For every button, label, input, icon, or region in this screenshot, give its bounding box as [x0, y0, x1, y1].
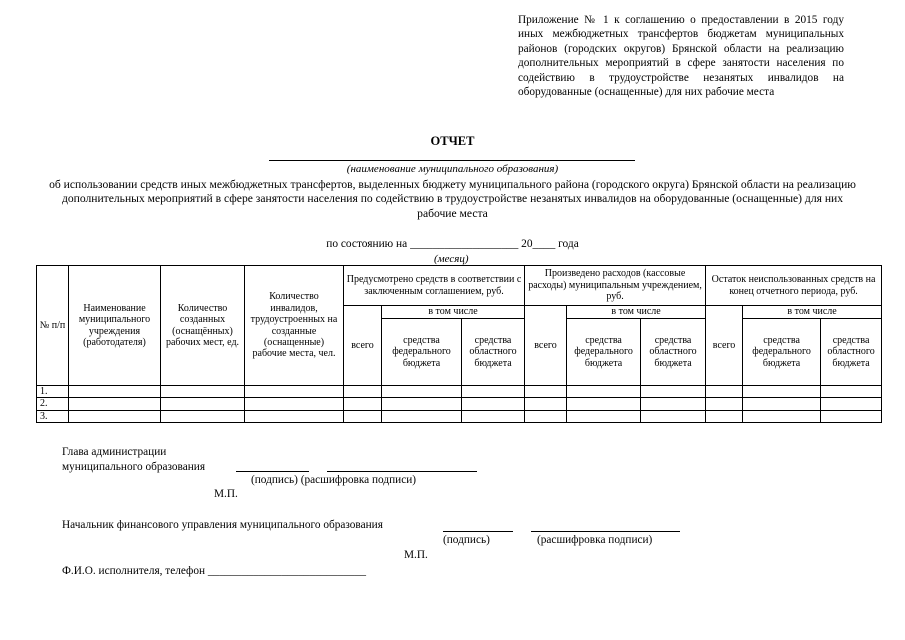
table-cell — [245, 398, 344, 410]
row-number: 3. — [37, 410, 69, 422]
report-table — [36, 265, 882, 423]
table-cell — [245, 386, 344, 398]
table-cell — [344, 386, 382, 398]
municipality-caption: (наименование муниципального образования) — [346, 163, 559, 175]
table-cell — [567, 386, 641, 398]
head-signature-captions: (подпись) (расшифровка подписи) — [251, 474, 417, 486]
table-cell — [525, 410, 567, 422]
table-cell — [161, 398, 245, 410]
remaining-including-header: в том числе — [743, 306, 882, 319]
table-cell — [706, 398, 743, 410]
table-cell — [641, 410, 706, 422]
table-cell — [641, 398, 706, 410]
finance-signature-line — [443, 531, 513, 532]
table-cell — [382, 410, 462, 422]
planned-including-header: в том числе — [382, 306, 525, 319]
table-cell — [743, 398, 821, 410]
table-row — [37, 398, 882, 410]
col-number-header: № п/п — [37, 266, 69, 386]
report-title: ОТЧЕТ — [430, 134, 475, 148]
head-decoding-line — [327, 471, 477, 472]
table-cell — [462, 410, 525, 422]
table-cell — [462, 398, 525, 410]
group-spent-header: Произведено расходов (кассовые расходы) муниципальным учреждением, руб. — [525, 266, 706, 306]
table-cell — [344, 410, 382, 422]
table-cell — [706, 386, 743, 398]
spent-total-header: всего — [525, 306, 567, 386]
finance-head-title: Начальник финансового управления муниципального образования — [62, 519, 383, 531]
year-prefix: 20 — [521, 238, 533, 250]
annex-note: Приложение № 1 к соглашению о предоставлении в 2015 году иных межбюджетных трансфертов бюджетам муниципальных районов (городских округов) Брянской области на реализацию дополнительных мероприятий в сфере занятости населения по содействию в трудоустройстве незанятых инвалидов на оборудованные (оснащенные) для них рабочие места — [518, 14, 844, 99]
table-cell — [69, 398, 161, 410]
table-cell — [161, 410, 245, 422]
group-planned-header: Предусмотрено средств в соответствии с заключенным соглашением, руб. — [344, 266, 525, 306]
table-cell — [344, 398, 382, 410]
col-disabled-header: Количество инвалидов, трудоустроенных на созданные (оснащенные) рабочие места, чел. — [245, 266, 344, 386]
table-cell — [567, 398, 641, 410]
table-cell — [382, 398, 462, 410]
table-cell — [821, 398, 882, 410]
table-cell — [743, 410, 821, 422]
remaining-federal-header: средства федерального бюджета — [743, 319, 821, 386]
finance-signature-caption: (подпись) — [443, 534, 490, 546]
remaining-regional-header: средства областного бюджета — [821, 319, 882, 386]
remaining-total-header: всего — [706, 306, 743, 386]
col-jobs-header: Количество созданных (оснащённых) рабочих мест, ед. — [161, 266, 245, 386]
executor-label: Ф.И.О. исполнителя, телефон — [62, 565, 206, 577]
table-cell — [525, 398, 567, 410]
planned-regional-header: средства областного бюджета — [462, 319, 525, 386]
table-cell — [69, 410, 161, 422]
col-name-header: Наименование муниципального учреждения (работодателя) — [69, 266, 161, 386]
head-title-line1: Глава администрации — [62, 446, 167, 458]
head-title-line2: муниципального образования — [62, 461, 206, 473]
table-cell — [821, 386, 882, 398]
table-cell — [743, 386, 821, 398]
table-cell — [245, 410, 344, 422]
month-blank: ___________________ — [410, 238, 519, 250]
as-of-prefix: по состоянию на — [326, 238, 408, 250]
group-remaining-header: Остаток неиспользованных средств на конец отчетного периода, руб. — [706, 266, 882, 306]
row-number: 2. — [37, 398, 69, 410]
table-cell — [525, 386, 567, 398]
table-cell — [821, 410, 882, 422]
table-cell — [567, 410, 641, 422]
year-blank: ____ — [532, 238, 556, 250]
finance-decoding-caption: (расшифровка подписи) — [537, 534, 653, 546]
table-row — [37, 410, 882, 422]
month-caption: (месяц) — [434, 253, 469, 265]
spent-federal-header: средства федерального бюджета — [567, 319, 641, 386]
table-cell — [641, 386, 706, 398]
head-signature-line — [236, 471, 309, 472]
table-cell — [161, 386, 245, 398]
year-suffix: года — [558, 238, 579, 250]
table-cell — [462, 386, 525, 398]
executor-line — [62, 565, 366, 577]
table-row — [37, 386, 882, 398]
report-purpose: об использовании средств иных межбюджетных трансфертов, выделенных бюджету муниципального района (городского округа) Брянской области на реализацию дополнительных мероприятий в сфере занятости населения по содействию в трудоустройстве незанятых инвалидов на оборудованные (оснащенные) для них рабочие места — [49, 178, 856, 220]
as-of-date-line — [0, 238, 905, 250]
table-cell — [382, 386, 462, 398]
executor-blank: ____________________________ — [207, 565, 367, 577]
row-number: 1. — [37, 386, 69, 398]
planned-total-header: всего — [344, 306, 382, 386]
stamp-label-2: М.П. — [404, 549, 428, 561]
spent-including-header: в том числе — [567, 306, 706, 319]
municipality-name-line — [269, 160, 635, 161]
planned-federal-header: средства федерального бюджета — [382, 319, 462, 386]
spent-regional-header: средства областного бюджета — [641, 319, 706, 386]
table-cell — [69, 386, 161, 398]
finance-decoding-line — [531, 531, 680, 532]
stamp-label: М.П. — [214, 488, 238, 500]
table-cell — [706, 410, 743, 422]
